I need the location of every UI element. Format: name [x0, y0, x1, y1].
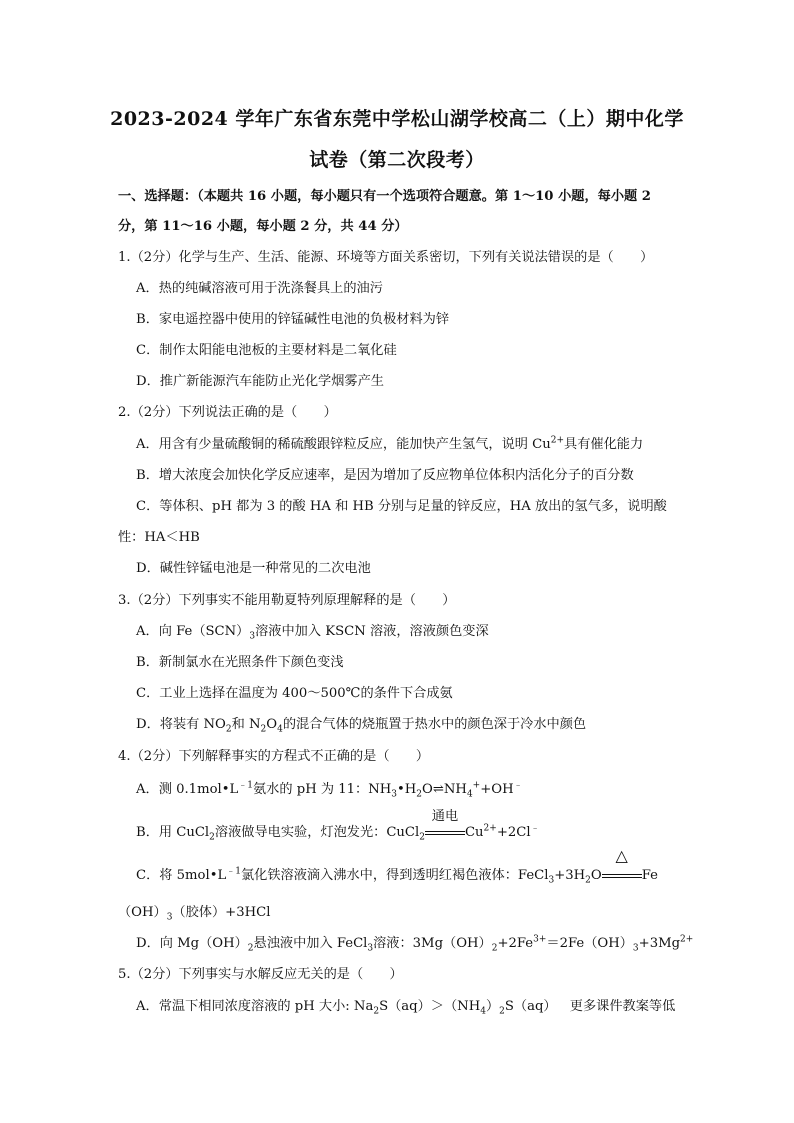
question-4-option-c-line2: $(OH)_3$（胶体）+3HCl: [118, 905, 271, 923]
question-2-option-b: B．增大浓度会加快化学反应速率，是因为增加了反应物单位体积内活化分子的百分数: [136, 468, 634, 483]
electrolysis-equals-sign: 通电: [425, 824, 465, 842]
watermark-text: 更多课件教案等低: [569, 999, 676, 1014]
exam-title-line1: 2023-2024 学年广东省东莞中学松山湖学校高二（上）期中化学: [110, 108, 684, 130]
question-4-option-c-line1: C．将 $5mol•L^{﹣1}$氯化铁溶液滴入沸水中，得到透明红褐色液体：$FeCl_3+3H_2O$ △ Fe: [136, 846, 658, 886]
question-1-option-b: B．家电遥控器中使用的锌锰碱性电池的负极材料为锌: [136, 312, 450, 327]
question-4-option-a: A．测 $0.1mol•L^{﹣1}$氨水的 pH 为 11：$NH_3•H_2O\rightleftharpoons NH_4^++OH^﹣$: [136, 780, 523, 800]
question-3-stem: 3.（2分）下列事实不能用勒夏特列原理解释的是（ ）: [118, 593, 456, 608]
question-3-option-a: A．向 $Fe(SCN)_3$溶液中加入 KSCN 溶液，溶液颜色变深: [136, 624, 489, 642]
question-2-option-a: A．用含有少量硫酸铜的稀硫酸跟锌粒反应，能加快产生氢气，说明 $Cu^{2+}$具有催化能力: [136, 435, 644, 452]
section-heading-line2: 分，第 11～16 小题，每小题 2 分，共 44 分）: [118, 219, 408, 234]
question-1-stem: 1.（2分）化学与生产、生活、能源、环境等方面关系密切，下列有关说法错误的是（ ）: [118, 250, 654, 265]
question-2-stem: 2.（2分）下列说法正确的是（ ）: [118, 405, 337, 420]
question-3-option-b: B．新制氯水在光照条件下颜色变浅: [136, 655, 344, 670]
question-4-option-b: B．用 CuCl$_2$溶液做导电实验，灯泡发光：CuCl$_2$ 通电 $Cu^{2+}+2Cl^﹣$: [136, 809, 540, 843]
question-5-stem: 5.（2分）下列事实与水解反应无关的是（ ）: [118, 967, 403, 982]
question-5-option-a: A．常温下相同浓度溶液的 pH 大小: $Na_2S(aq)>(NH_4)_2S(aq)$ 更多课件教案等低: [136, 999, 676, 1017]
section-heading-line1: 一、选择题：（本题共 16 小题，每小题只有一个选项符合题意。第 1～10 小题，每小题 2: [118, 189, 651, 204]
question-1-option-d: D．推广新能源汽车能防止光化学烟雾产生: [136, 374, 384, 389]
question-2-option-d: D．碱性锌锰电池是一种常见的二次电池: [136, 561, 371, 576]
question-3-option-d: D．将装有 $NO_2$和 $N_2O_4$的混合气体的烧瓶置于热水中的颜色深于冷水中颜色: [136, 717, 587, 735]
exam-title-line2: 试卷（第二次段考）: [309, 149, 485, 171]
question-2-option-c-line2: 性：HA＜HB: [118, 530, 200, 545]
question-4-option-d: D．向 $Mg(OH)_2$悬浊液中加入 FeCl$_3$溶液：$3Mg(OH)_2+2Fe^{3+}=2Fe(OH)_3+3Mg^{2+}$: [136, 934, 694, 954]
question-3-option-c: C．工业上选择在温度为 400～500℃的条件下合成氨: [136, 686, 453, 701]
question-4-stem: 4.（2分）下列解释事实的方程式不正确的是（ ）: [118, 749, 430, 764]
question-1-option-c: C．制作太阳能电池板的主要材料是二氧化硅: [136, 343, 397, 358]
heating-equals-sign: △: [602, 867, 642, 885]
question-2-option-c-line1: C．等体积、pH 都为 3 的酸 HA 和 HB 分别与足量的锌反应，HA 放出的氢气多，说明酸: [136, 499, 667, 514]
question-1-option-a: A．热的纯碱溶液可用于洗涤餐具上的油污: [136, 281, 383, 296]
